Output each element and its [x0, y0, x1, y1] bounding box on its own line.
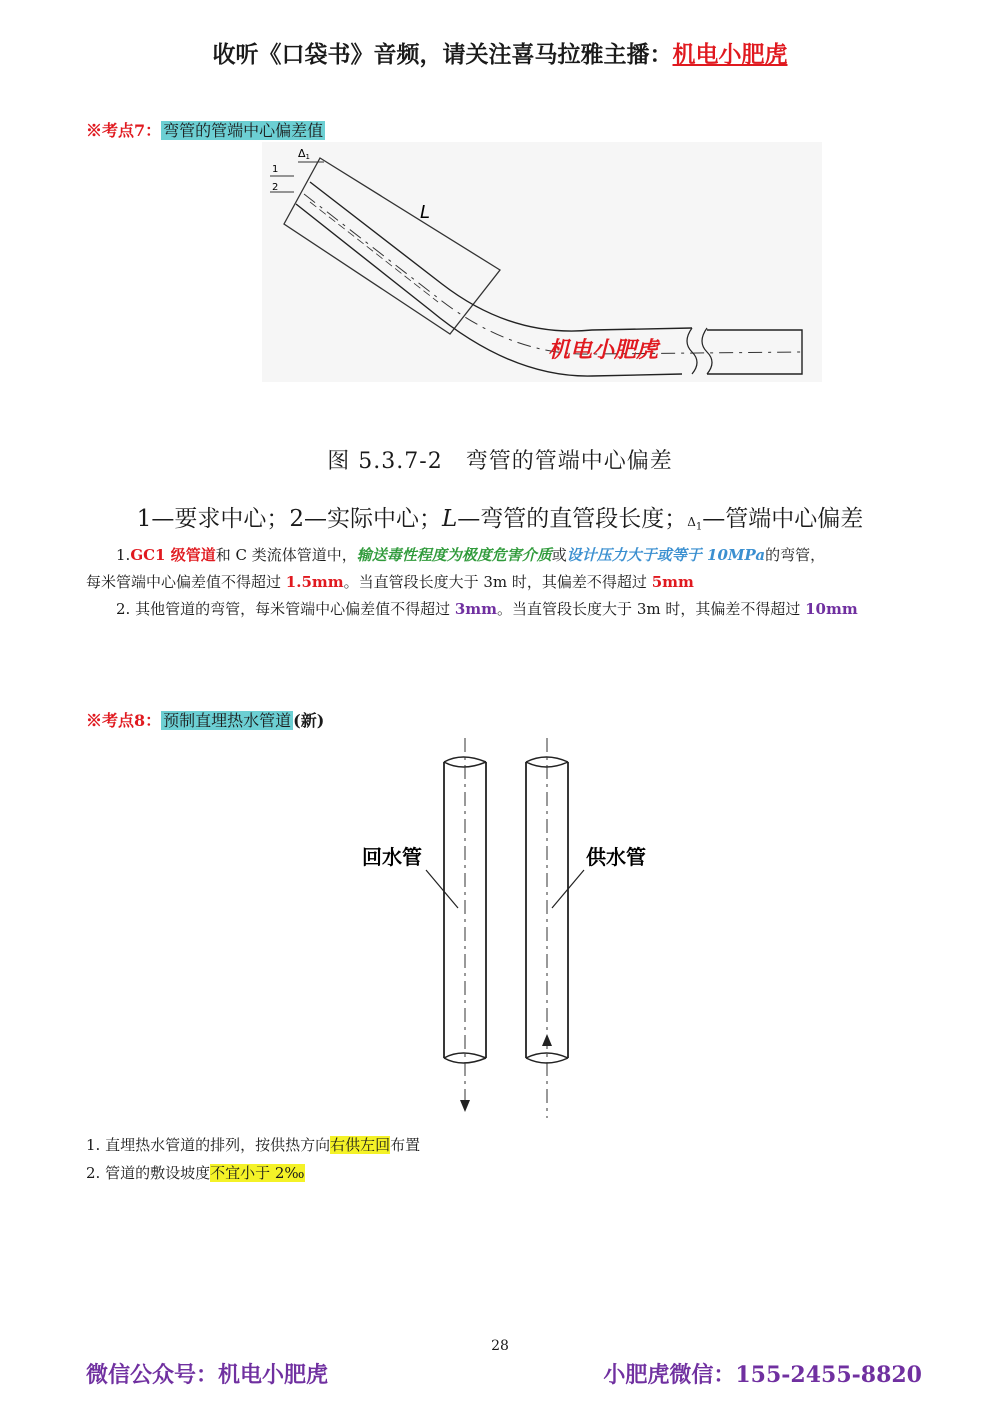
- return-flow-arrow: [460, 1100, 470, 1112]
- figure-background: [262, 142, 822, 382]
- legend-delta: $\Delta_1$: [687, 515, 703, 533]
- footer-wechat-account: 微信公众号：机电小肥虎: [86, 1362, 329, 1388]
- figure-legend: [0, 500, 1000, 533]
- return-pipe-label: 回水管: [362, 845, 422, 869]
- keypoint-8-topic: 预制直埋热水管道: [163, 711, 292, 730]
- keypoint-8-new-tag: (新): [293, 711, 325, 730]
- supply-return-pipes-figure: [340, 738, 670, 1118]
- label-delta: Δ1: [298, 147, 310, 161]
- right-supply-left-return: 右供左回: [330, 1136, 391, 1154]
- footer-wechat-contact: 小肥虎微信：155-2455-8820: [603, 1362, 922, 1388]
- bent-pipe-figure: [262, 142, 822, 382]
- page-number: 28: [491, 1338, 509, 1354]
- deviation-value-1: 1.5mm: [285, 573, 344, 591]
- supply-flow-arrow: [542, 1034, 552, 1046]
- supply-pipe-label: 供水管: [586, 845, 646, 869]
- rule-8-2: 2. 管道的敷设坡度不宜小于 2‰: [86, 1164, 305, 1182]
- deviation-value-3: 3mm: [454, 600, 498, 618]
- header-brand-link[interactable]: 机电小肥虎: [672, 41, 788, 68]
- header-prefix: 收听《口袋书》音频，请关注喜马拉雅主播：: [212, 41, 673, 68]
- return-pipe: [444, 738, 486, 1112]
- deviation-value-4: 10mm: [805, 600, 858, 618]
- rule-7-2: 2. 其他管道的弯管，每米管端中心偏差值不得超过 3mm。当直管段长度大于 3m 时，其偏差不得超过 10mm: [116, 600, 858, 618]
- keypoint-7-topic: 弯管的管端中心偏差值: [163, 121, 324, 140]
- gc1-term: GC1 级管道: [130, 546, 216, 564]
- legend-part-b: —弯管的直管段长度；: [457, 506, 688, 532]
- page-header: [0, 36, 1000, 69]
- supply-pipe: [526, 738, 568, 1118]
- figure-caption: 图 5.3.7-2 弯管的管端中心偏差: [327, 449, 673, 474]
- slope-requirement: 不宜小于 2‰: [210, 1164, 305, 1182]
- legend-part-a: 1—要求中心；2—实际中心；: [136, 506, 442, 532]
- legend-L: L: [441, 506, 458, 532]
- watermark-text: 机电小肥虎: [548, 338, 659, 363]
- deviation-value-2: 5mm: [651, 573, 694, 591]
- keypoint-7-heading: [86, 118, 325, 141]
- keypoint-8-marker: ※考点8：: [86, 711, 162, 730]
- return-leader-line: [426, 870, 458, 908]
- label-L: L: [420, 202, 431, 223]
- keypoint-7-marker: ※考点7：: [86, 121, 162, 140]
- label-1: 1: [272, 164, 279, 175]
- rule-8-1: 1. 直埋热水管道的排列，按供热方向右供左回布置: [86, 1136, 421, 1154]
- legend-part-c: —管端中心偏差: [702, 506, 864, 532]
- rule-7-1: 1.GC1 级管道和 C 类流体管道中，输送毒性程度为极度危害介质或设计压力大于或等于 10MPa的弯管， 每米管端中心偏差值不得超过 1.5mm。当直管段长度大于 3m 时，其偏差不得超过 5mm: [86, 546, 826, 591]
- toxic-medium-term: 输送毒性程度为极度危害介质: [356, 546, 552, 564]
- keypoint-8-heading: [86, 708, 324, 731]
- label-2: 2: [272, 182, 279, 193]
- pressure-term: 设计压力大于或等于 10MPa: [566, 546, 766, 564]
